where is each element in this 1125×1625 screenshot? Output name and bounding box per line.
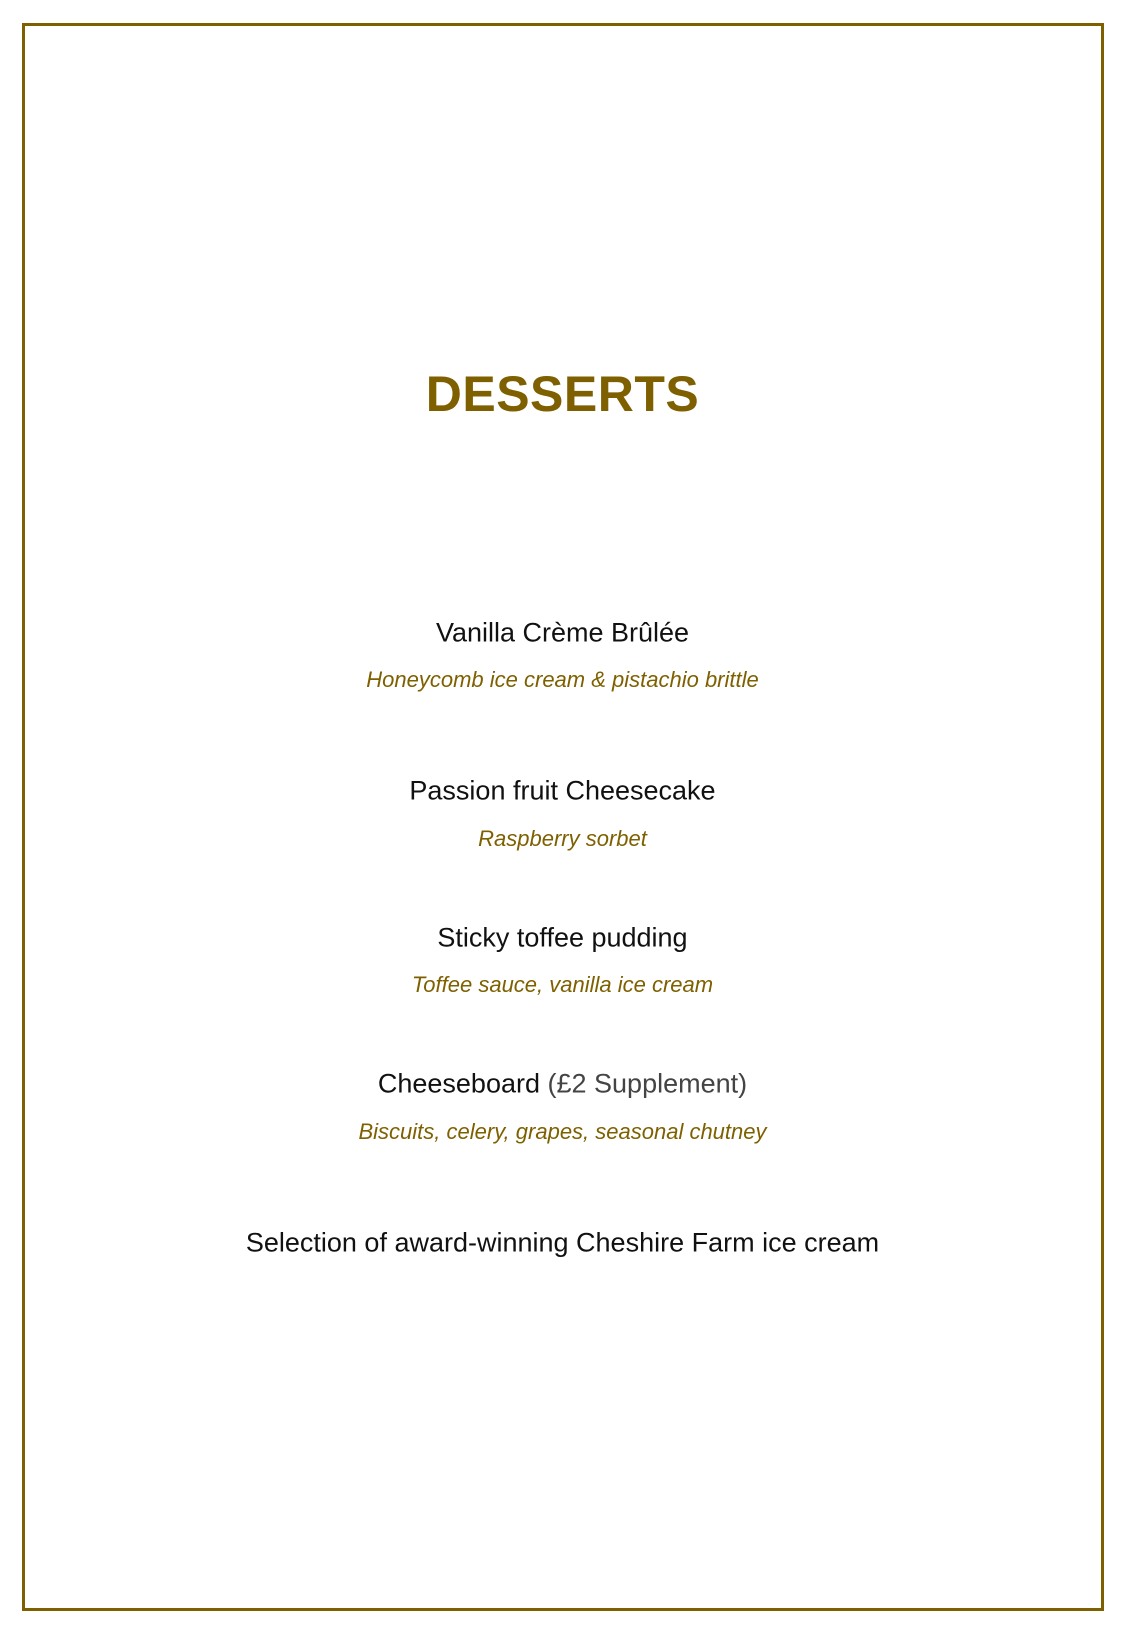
- menu-item-name: Passion fruit Cheesecake: [409, 775, 716, 806]
- menu-item-description: Biscuits, celery, grapes, seasonal chutney: [358, 1119, 767, 1144]
- menu-item-name: Cheeseboard: [377, 1068, 540, 1099]
- menu-footer-note: Selection of award-winning Cheshire Farm ice cream: [245, 1227, 880, 1258]
- menu-item-name: Vanilla Crème Brûlée: [435, 617, 690, 648]
- page-border: [22, 23, 1104, 1611]
- supplement-note: (£2 Supplement): [547, 1068, 748, 1099]
- menu-item-name: Sticky toffee pudding: [437, 922, 688, 953]
- menu-item-description: Honeycomb ice cream & pistachio brittle: [366, 667, 759, 692]
- menu-item-description: Raspberry sorbet: [478, 826, 647, 851]
- menu-item-description: Toffee sauce, vanilla ice cream: [411, 972, 714, 997]
- menu-title: DESSERTS: [425, 366, 700, 422]
- menu-item-cheeseboard: [0, 1068, 1125, 1099]
